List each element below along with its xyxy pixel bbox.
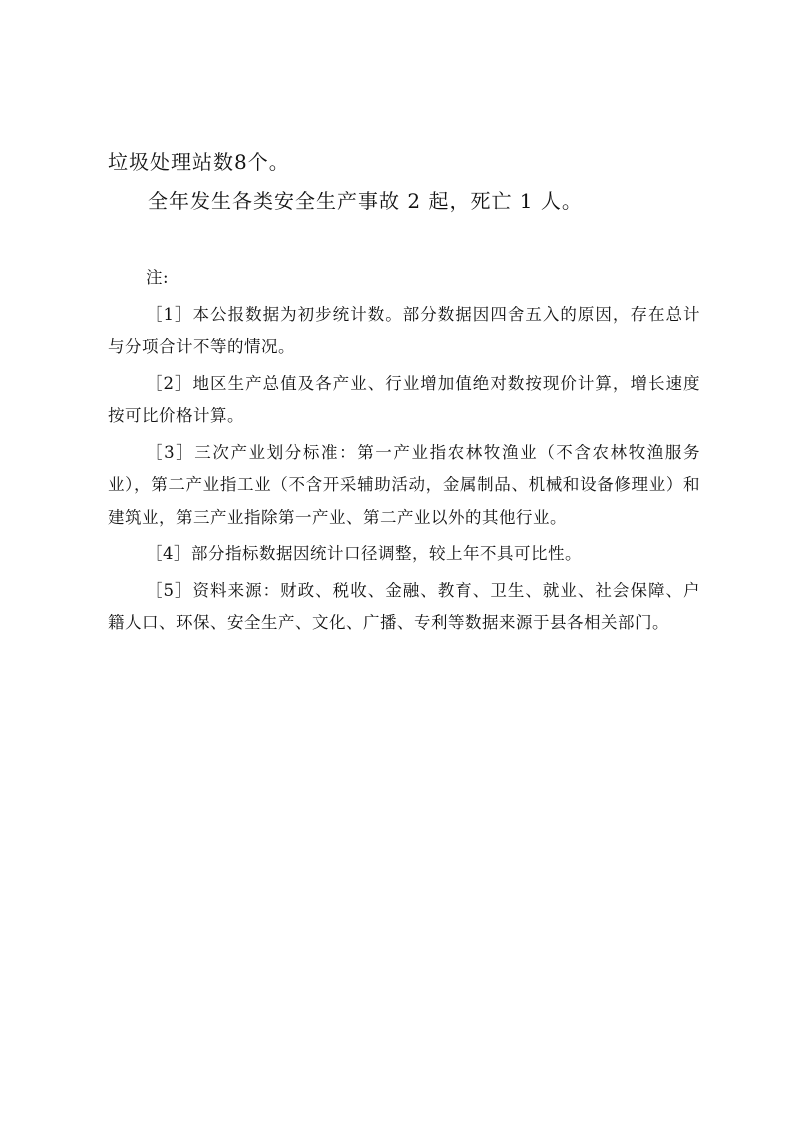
note-item-4: ［4］部分指标数据因统计口径调整，较上年不具可比性。 [146,544,582,563]
note-item-2: ［2］地区生产总值及各产业、行业增加值绝对数按现价计算，增长速度按可比价格计算。 [108,373,700,425]
note-item-3: ［3］三次产业划分标准：第一产业指农林牧渔业（不含农林牧渔服务业），第二产业指工业（不含开采辅助活动，金属制品、机械和设备修理业）和建筑业，第三产业指除第一产业、第二产业以外的其他行业。 [108,442,700,527]
notes-section [108,262,700,644]
waste-station-count-text: 垃圾处理站数8个。 [108,150,290,174]
note-item-1: ［1］本公报数据为初步统计数。部分数据因四舍五入的原因，存在总计与分项合计不等的情况。 [108,304,700,356]
notes-heading: 注: [146,268,170,287]
safety-accidents-text: 全年发生各类安全生产事故 2 起，死亡 1 人。 [148,189,583,213]
note-item-5: ［5］资料来源：财政、税收、金融、教育、卫生、就业、社会保障、户籍人口、环保、安全生产、文化、广播、专利等数据来源于县各相关部门。 [108,580,700,632]
